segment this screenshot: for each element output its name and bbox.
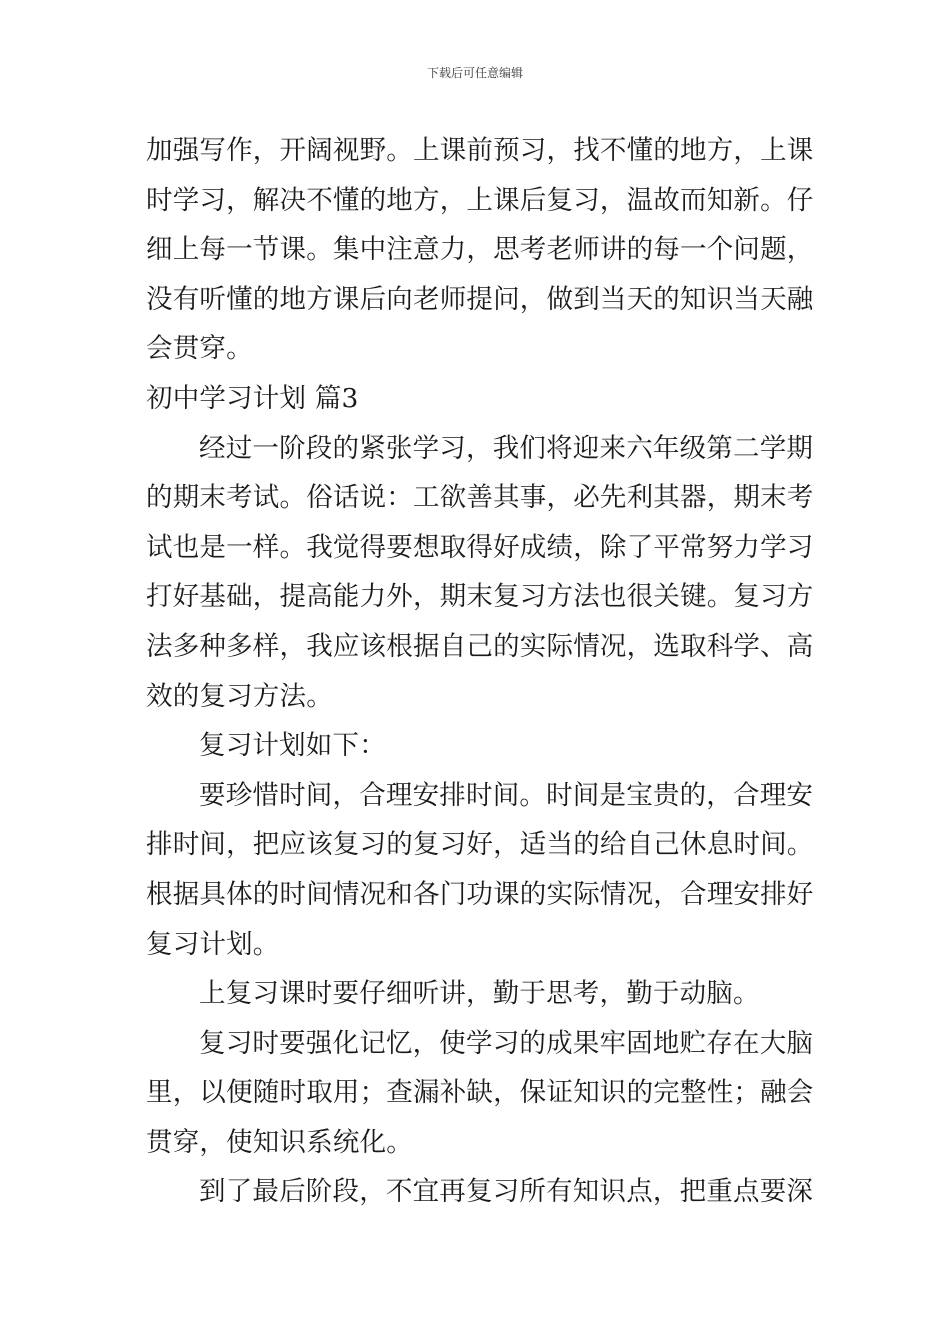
text-line: 里，以便随时取用；查漏补缺，保证知识的完整性；融会: [146, 1077, 814, 1109]
paragraph: [146, 1167, 814, 1217]
text-line: 时学习，解决不懂的地方，上课后复习，温故而知新。仔: [146, 184, 814, 216]
heading-line: 初中学习计划 篇3: [146, 382, 359, 414]
text-line: 会贯穿。: [146, 333, 253, 365]
paragraph: [146, 721, 810, 771]
text-line: 细上每一节课。集中注意力，思考老师讲的每一个问题，: [146, 234, 814, 266]
paragraph: [146, 424, 814, 722]
text-line: 打好基础，提高能力外，期末复习方法也很关键。复习方: [146, 581, 814, 613]
text-line: 法多种多样，我应该根据自己的实际情况，选取科学、高: [146, 630, 814, 662]
section-heading: [146, 374, 810, 424]
text-line: 到了最后阶段，不宜再复习所有知识点，把重点要深: [199, 1176, 814, 1208]
text-line: 根据具体的时间情况和各门功课的实际情况，合理安排好: [146, 878, 814, 910]
page-header: 下载后可任意编辑: [426, 66, 523, 80]
text-line: 试也是一样。我觉得要想取得好成绩，除了平常努力学习: [146, 531, 814, 563]
text-line: 复习计划如下：: [199, 730, 386, 762]
text-line: 效的复习方法。: [146, 680, 333, 712]
text-line: 贯穿，使知识系统化。: [146, 1126, 413, 1158]
paragraph: [146, 1019, 814, 1168]
text-line: 的期末考试。俗话说：工欲善其事，必先利其器，期末考: [146, 482, 814, 514]
paragraph: [146, 969, 810, 1019]
text-line: 没有听懂的地方课后向老师提问，做到当天的知识当天融: [146, 283, 814, 315]
text-line: 要珍惜时间，合理安排时间。时间是宝贵的，合理安: [199, 779, 814, 811]
document-body: [146, 126, 814, 1217]
text-line: 加强写作，开阔视野。上课前预习，找不懂的地方，上课: [146, 135, 814, 166]
paragraph: [146, 771, 814, 969]
text-line: 复习计划。: [146, 928, 280, 960]
text-line: 排时间，把应该复习的复习好，适当的给自己休息时间。: [146, 829, 814, 861]
text-line: 经过一阶段的紧张学习，我们将迎来六年级第二学期: [199, 432, 814, 464]
paragraph: [146, 126, 814, 374]
text-line: 上复习课时要仔细听讲，勤于思考，勤于动脑。: [199, 978, 760, 1010]
text-line: 复习时要强化记忆，使学习的成果牢固地贮存在大脑: [199, 1027, 814, 1059]
